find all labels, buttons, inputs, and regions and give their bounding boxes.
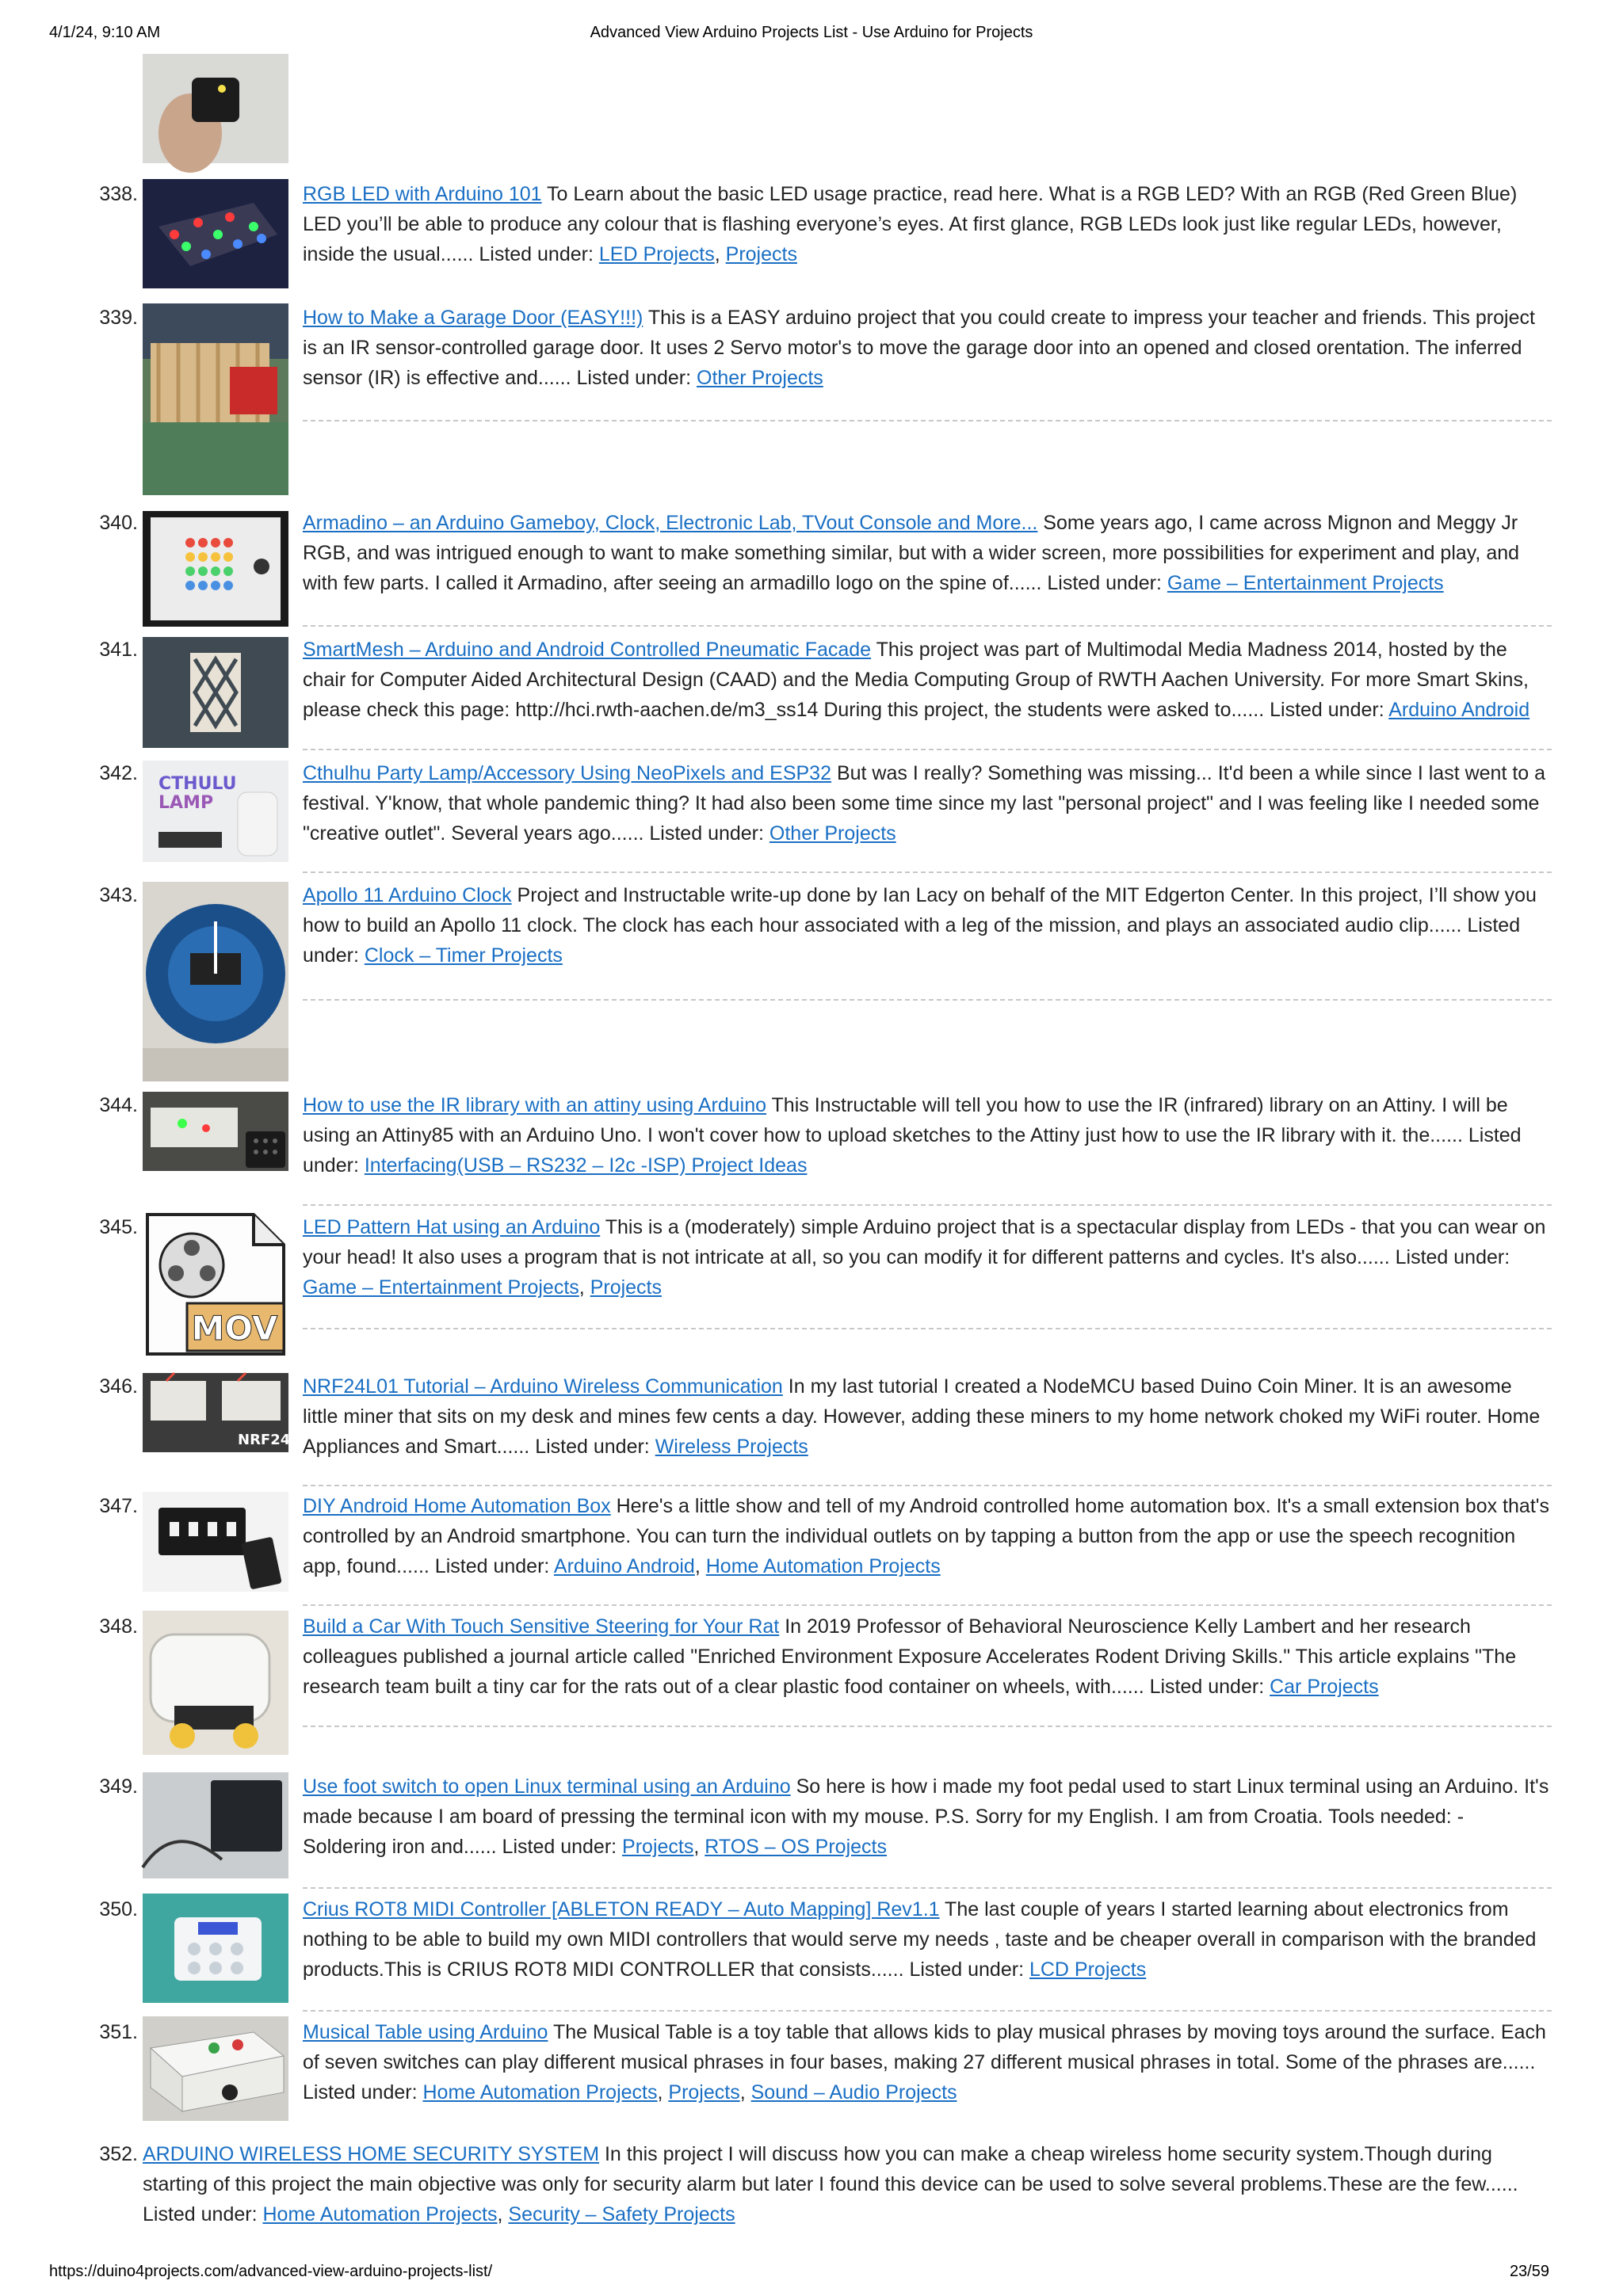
listed-under-label: Listed under: (1047, 572, 1162, 594)
item-text (303, 508, 1552, 598)
separator (303, 1204, 1552, 1206)
item-text (303, 303, 1552, 393)
separator (303, 999, 1552, 1001)
category-link[interactable]: Game – Entertainment Projects (1167, 572, 1444, 594)
listed-under-label: Listed under: (576, 367, 692, 389)
item-title-link[interactable]: Musical Table using Arduino (303, 2021, 548, 2043)
item-description: This Instructable will tell you how to use the IR (infrared) library on an Attiny. I will be using an Attiny85 with an Arduino Uno. I won't cover how to upload sketches to the Attiny just how to use the IR library with it. the...... (303, 1094, 1508, 1146)
category-link[interactable]: LCD Projects (1029, 1958, 1147, 1981)
item-title-link[interactable]: Crius ROT8 MIDI Controller [ABLETON READY – Auto Mapping] Rev1.1 (303, 1898, 940, 1920)
thumb-346[interactable] (143, 1373, 319, 1452)
thumb-348[interactable] (143, 1611, 288, 1755)
item-description: The Musical Table is a toy table that allows kids to play musical phrases by moving toys around the surface. Each of seven switches can play different musical phrases in four bases, making 27 different musical phrases in total. Some of the phrases are...... (303, 2021, 1546, 2073)
listed-under-label: Listed under: (303, 914, 1521, 967)
listed-under-label: Listed under: (479, 243, 594, 265)
item-text: LED Pattern Hat using an Arduino This is a (moderately) simple Arduino project that is a spectacular display from LEDs - that you can wear on your head! It also uses a program that is not intricate at all, so you can modify it for different patterns and cycles. It's also...... Listed under: Game – Entertainment Projects, Projects (303, 1216, 1546, 1299)
separator (303, 2010, 1552, 2012)
separator (303, 1604, 1552, 1606)
item-number: 349. (99, 1775, 138, 1798)
item-description: This project was part of Multimodal Media Madness 2014, hosted by the chair for Computer Aided Architectural Design (CAAD) and the Media Computing Group of RWTH Aachen University. For more Smart Skins, please check this page: http://hci.rwth-aachen.de/m3_ss14 During this project, the students were asked to...... (303, 639, 1529, 721)
thumb-344[interactable] (143, 1092, 288, 1171)
item-text: RGB LED with Arduino 101 To Learn about the basic LED usage practice, read here. What is a RGB LED? With an RGB (Red Green Blue) LED you’ll be able to produce any colour that is flashing everyone’s eyes. At first glance, RGB LEDs look just like regular LEDs, however, inside the usual...... Listed under: LED Projects, Projects (303, 183, 1518, 265)
item-description: In this project I will discuss how you can make a cheap wireless home security system.Though during starting of this project the main objective was only for security alarm but later I found this device can be used to solve several problems.These are the few...... (143, 2143, 1518, 2195)
thumb-350[interactable] (143, 1894, 288, 2003)
category-link[interactable]: Other Projects (697, 367, 823, 389)
listed-under-label: Listed under: (303, 1124, 1522, 1177)
item-number: 350. (99, 1898, 138, 1920)
item-title-link[interactable]: Use foot switch to open Linux terminal using an Arduino (303, 1775, 791, 1798)
item-number: 347. (99, 1495, 138, 1517)
category-link[interactable]: Arduino Android (553, 1555, 695, 1577)
item-title-link[interactable]: How to use the IR library with an attiny using Arduino (303, 1094, 767, 1116)
item-text (303, 880, 1552, 971)
item-title-link[interactable]: SmartMesh – Arduino and Android Controlled Pneumatic Facade (303, 639, 872, 661)
thumb-340[interactable] (143, 511, 288, 627)
item-description: Some years ago, I came across Mignon and Meggy Jr RGB, and was intrigued enough to want to make something similar, but with a wider screen, more possibilities for experiment and play, and with few parts. I called it Armadino, after seeing an armadillo logo on the spine of...... (303, 512, 1520, 594)
print-page-number: 23/59 (1509, 2263, 1549, 2280)
item-number: 343. (99, 884, 138, 906)
item-description: In 2019 Professor of Behavioral Neuroscience Kelly Lambert and her research colleagues published a journal article called "Enriched Environment Exposure Accelerates Rodent Driving Skills." This article explains "The research team built a tiny car for the rats out of a clear plastic food container on wheels, with...... (303, 1615, 1517, 1698)
item-number: 352. (99, 2143, 138, 2165)
item-number: 351. (99, 2021, 138, 2043)
item-description: To Learn about the basic LED usage practice, read here. What is a RGB LED? With an RGB (Red Green Blue) LED you’ll be able to produce any colour that is flashing everyone’s eyes. At first glance, RGB LEDs look just like regular LEDs, however, inside the usual...... (303, 183, 1518, 265)
listed-under-label: Listed under: (303, 2081, 418, 2103)
listed-under-label: Listed under: (502, 1836, 617, 1858)
item-number: 338. (99, 183, 138, 205)
separator (303, 749, 1552, 750)
item-text: DIY Android Home Automation Box Here's a little show and tell of my Android controlled home automation box. It's a small extension box that's controlled by an Android smartphone. You can turn the individual outlets on by tapping a button from the app or use the speech recognition app, found...... Listed under: Arduino Android, Home Automation Projects (303, 1495, 1550, 1577)
print-page-title: Advanced View Arduino Projects List - Use Arduino for Projects (590, 24, 1033, 41)
listed-under-label: Listed under: (434, 1555, 550, 1577)
item-number: 345. (99, 1216, 138, 1238)
separator (303, 871, 1552, 873)
item-title-link[interactable]: How to Make a Garage Door (EASY!!!) (303, 307, 643, 329)
item-text (303, 1090, 1552, 1180)
print-url: https://duino4projects.com/advanced-view-arduino-projects-list/ (49, 2263, 493, 2280)
svg-text:CTHULU: CTHULU (158, 774, 237, 794)
category-link[interactable]: Projects (622, 1836, 694, 1858)
thumb-338[interactable] (143, 179, 288, 288)
category-link[interactable]: Home Automation Projects (422, 2081, 658, 2103)
separator (303, 1485, 1552, 1486)
item-text (303, 1611, 1552, 1702)
item-title-link[interactable]: Cthulhu Party Lamp/Accessory Using NeoPixels and ESP32 (303, 762, 831, 784)
thumb-339[interactable] (143, 303, 288, 495)
thumb-prev-cube[interactable] (143, 54, 288, 163)
separator (303, 1328, 1552, 1329)
item-text: ARDUINO WIRELESS HOME SECURITY SYSTEM In this project I will discuss how you can make a cheap wireless home security system.Though during starting of this project the main objective was only for security alarm but later I found this device can be used to solve several problems.These are the few...... Listed under: Home Automation Projects, Security – Safety Projects (143, 2143, 1518, 2225)
svg-text:NRF24L01: NRF24L01 (238, 1432, 319, 1448)
category-link[interactable]: Clock – Timer Projects (364, 944, 563, 967)
category-link[interactable]: LED Projects (598, 243, 715, 265)
item-description: The last couple of years I started learning about electronics from nothing to be able to build my own MIDI controllers that would serve my needs , taste and be cheaper overall in comparison with the branded products.This is CRIUS ROT8 MIDI CONTROLLER that consists...... (303, 1898, 1537, 1981)
category-link[interactable]: Home Automation Projects (705, 1555, 941, 1577)
category-link[interactable]: Security – Safety Projects (508, 2203, 735, 2225)
category-link[interactable]: Home Automation Projects (262, 2203, 498, 2225)
thumb-343[interactable] (143, 882, 288, 1081)
item-description: Project and Instructable write-up done by Ian Lacy on behalf of the MIT Edgerton Center. In this project, I’ll show you how to build an Apollo 11 clock. The clock has each hour associated with a leg of the mission, and plays an associated audio clip...... (303, 884, 1537, 936)
item-description: This is a (moderately) simple Arduino project that is a spectacular display from LEDs - that you can wear on your head! It also uses a program that is not intricate at all, so you can modify it for different patterns and cycles. It's also...... (303, 1216, 1546, 1268)
category-link[interactable]: Wireless Projects (655, 1436, 808, 1458)
category-link[interactable]: Interfacing(USB – RS232 – I2c -ISP) Project Ideas (364, 1154, 808, 1177)
item-text: Musical Table using Arduino The Musical Table is a toy table that allows kids to play musical phrases by moving toys around the surface. Each of seven switches can play different musical phrases in four bases, making 27 different musical phrases in total. Some of the phrases are...... Listed under: Home Automation Projects, Projects, Sound – Audio Projects (303, 2021, 1546, 2103)
item-number: 342. (99, 762, 138, 784)
item-text (303, 1894, 1552, 1985)
separator (303, 420, 1552, 421)
category-link[interactable]: Car Projects (1270, 1676, 1379, 1698)
item-description: This is a EASY arduino project that you could create to impress your teacher and friends. This project is an IR sensor-controlled garage door. It uses 2 Servo motor's to move the garage door into an opened and closed orentation. The inferred sensor (IR) is effective and...... (303, 307, 1535, 389)
item-title-link[interactable]: LED Pattern Hat using an Arduino (303, 1216, 601, 1238)
thumb-351[interactable] (143, 2016, 288, 2121)
item-number: 340. (99, 512, 138, 534)
item-title-link[interactable]: Apollo 11 Arduino Clock (303, 884, 512, 906)
item-description: But was I really? Something was missing... It'd been a while since I last went to a festival. Y'know, that whole pandemic thing? It had also been some time since my last "personal project" and I was feeling like I needed some "creative outlet". Several years ago...... (303, 762, 1546, 845)
category-link[interactable]: Projects (668, 2081, 740, 2103)
svg-text:MOV: MOV (191, 1309, 278, 1348)
listed-under-label: Listed under: (649, 822, 764, 845)
item-text (303, 635, 1552, 725)
item-description: In my last tutorial I created a NodeMCU based Duino Coin Miner. It is an awesome little miner that sits on my desk and mines few cents a day. However, adding these miners to my home network choked my WiFi router. Home Appliances and Smart...... (303, 1375, 1541, 1458)
item-number: 341. (99, 639, 138, 661)
thumb-349[interactable] (143, 1772, 288, 1878)
category-link[interactable]: Arduino Android (1388, 699, 1530, 721)
item-title-link[interactable]: Build a Car With Touch Sensitive Steering for Your Rat (303, 1615, 780, 1638)
item-number: 339. (99, 307, 138, 329)
item-text (303, 1371, 1552, 1462)
item-title-link[interactable]: Armadino – an Arduino Gameboy, Clock, Electronic Lab, TVout Console and More... (303, 512, 1038, 534)
listed-under-label: Listed under: (143, 2203, 258, 2225)
listed-under-label: Listed under: (535, 1436, 650, 1458)
thumb-341[interactable] (143, 637, 288, 748)
category-link[interactable]: Game – Entertainment Projects (303, 1276, 579, 1299)
svg-text:LAMP: LAMP (158, 793, 214, 813)
listed-under-label: Listed under: (1270, 699, 1384, 721)
item-text: Use foot switch to open Linux terminal using an Arduino So here is how i made my foot pedal used to start Linux terminal using an Arduino. It's made because I am board of pressing the terminal icon with my mouse. P.S. Sorry for my English. I am from Croatia. Tools needed: - Soldering iron and...... Listed under: Projects, RTOS – OS Projects (303, 1775, 1549, 1858)
thumb-347[interactable] (143, 1492, 288, 1592)
item-number: 346. (99, 1375, 138, 1398)
item-title-link[interactable]: ARDUINO WIRELESS HOME SECURITY SYSTEM (143, 2143, 600, 2165)
thumb-342[interactable] (143, 761, 288, 862)
separator (303, 1726, 1552, 1727)
separator (303, 1887, 1552, 1889)
category-link[interactable]: Other Projects (769, 822, 896, 845)
print-datetime: 4/1/24, 9:10 AM (49, 24, 161, 41)
item-title-link[interactable]: NRF24L01 Tutorial – Arduino Wireless Communication (303, 1375, 783, 1398)
listed-under-label: Listed under: (1149, 1676, 1265, 1698)
category-link[interactable]: RTOS – OS Projects (705, 1836, 887, 1858)
thumb-345[interactable] (143, 1210, 288, 1359)
category-link[interactable]: Projects (725, 243, 797, 265)
listed-under-label: Listed under: (1395, 1246, 1510, 1268)
item-title-link[interactable]: DIY Android Home Automation Box (303, 1495, 611, 1517)
separator (303, 625, 1552, 627)
item-number: 344. (99, 1094, 138, 1116)
item-description: Here's a little show and tell of my Android controlled home automation box. It's a small extension box that's controlled by an Android smartphone. You can turn the individual outlets on by tapping a button from the app or use the speech recognition app, found...... (303, 1495, 1550, 1577)
item-title-link[interactable]: RGB LED with Arduino 101 (303, 183, 542, 205)
item-description: So here is how i made my foot pedal used to start Linux terminal using an Arduino. It's made because I am board of pressing the terminal icon with my mouse. P.S. Sorry for my English. I am from Croatia. Tools needed: - Soldering iron and...... (303, 1775, 1549, 1858)
item-text (303, 758, 1552, 849)
category-link[interactable]: Sound – Audio Projects (750, 2081, 957, 2103)
listed-under-label: Listed under: (909, 1958, 1025, 1981)
item-number: 348. (99, 1615, 138, 1638)
category-link[interactable]: Projects (590, 1276, 662, 1299)
